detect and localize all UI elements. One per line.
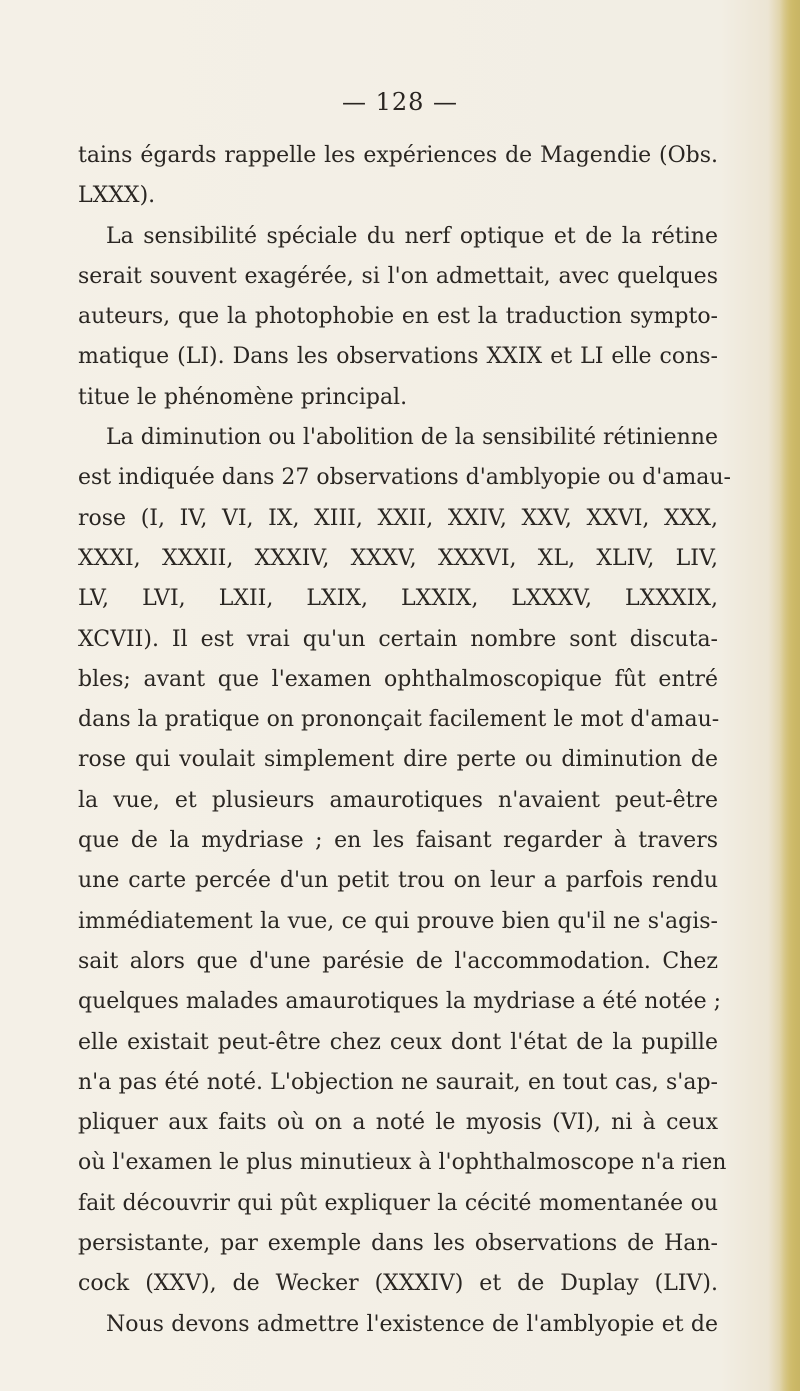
text-line: XCVII). Il est vrai qu'un certain nombre sont discuta- [78, 626, 718, 652]
text-line: quelques malades amaurotiques la mydriase a été notée ; [78, 989, 722, 1015]
text-line: où l'examen le plus minutieux à l'ophthalmoscope n'a rien [78, 1150, 727, 1176]
text-line: immédiatement la vue, ce qui prouve bien qu'il ne s'agis- [78, 908, 718, 934]
page-edge [780, 0, 800, 1391]
page-number: — 128 — [341, 88, 459, 116]
text-line: bles; avant que l'examen ophthalmoscopique fût entré [78, 666, 718, 692]
text-line: fait découvrir qui pût expliquer la cécité momentanée ou [78, 1190, 718, 1216]
text-line: rose qui voulait simplement dire perte ou diminution de [78, 747, 718, 773]
text-line: est indiquée dans 27 observations d'amblyopie ou d'amau- [78, 465, 731, 491]
text-line: tains égards rappelle les expériences de Magendie (Obs. [78, 143, 718, 168]
text-line: LXXX). [78, 183, 156, 209]
text-line: titue le phénomène principal. [78, 384, 408, 410]
text-line: LV, LVI, LXII, LXIX, LXXIX, LXXXV, LXXXIX, [78, 586, 718, 612]
text-line: n'a pas été noté. L'objection ne saurait, en tout cas, s'ap- [78, 1069, 718, 1095]
text-line: une carte percée d'un petit trou on leur a parfois rendu [78, 868, 718, 894]
text-line: serait souvent exagérée, si l'on admettait, avec quelques [78, 263, 718, 289]
text-line: Nous devons admettre l'existence de l'amblyopie et de [106, 1311, 718, 1337]
text-line: auteurs, que la photophobie en est la traduction sympto- [78, 304, 718, 330]
text-line: La diminution ou l'abolition de la sensibilité rétinienne [106, 425, 718, 451]
text-line: matique (LI). Dans les observations XXIX et LI elle cons- [78, 344, 718, 370]
text-line: elle existait peut-être chez ceux dont l'état de la pupille [78, 1029, 718, 1055]
text-line: XXXI, XXXII, XXXIV, XXXV, XXXVI, XL, XLIV, LIV, [78, 545, 718, 571]
text-line: rose (I, IV, VI, IX, XIII, XXII, XXIV, XXV, XXVI, XXX, [78, 505, 718, 531]
text-line: pliquer aux faits où on a noté le myosis (VI), ni à ceux [78, 1110, 718, 1136]
text-line: La sensibilité spéciale du nerf optique et de la rétine [106, 223, 718, 249]
text-line: dans la pratique on prononçait facilement le mot d'amau- [78, 707, 720, 733]
text-line: sait alors que d'une parésie de l'accommodation. Chez [78, 948, 718, 974]
text-line: la vue, et plusieurs amaurotiques n'avaient peut-être [78, 787, 718, 813]
body-text [78, 136, 731, 1345]
text-line: que de la mydriase ; en les faisant regarder à travers [78, 828, 718, 854]
text-line: cock (XXV), de Wecker (XXXIV) et de Duplay (LIV). [78, 1271, 718, 1297]
text-line: persistante, par exemple dans les observations de Han- [78, 1231, 718, 1257]
